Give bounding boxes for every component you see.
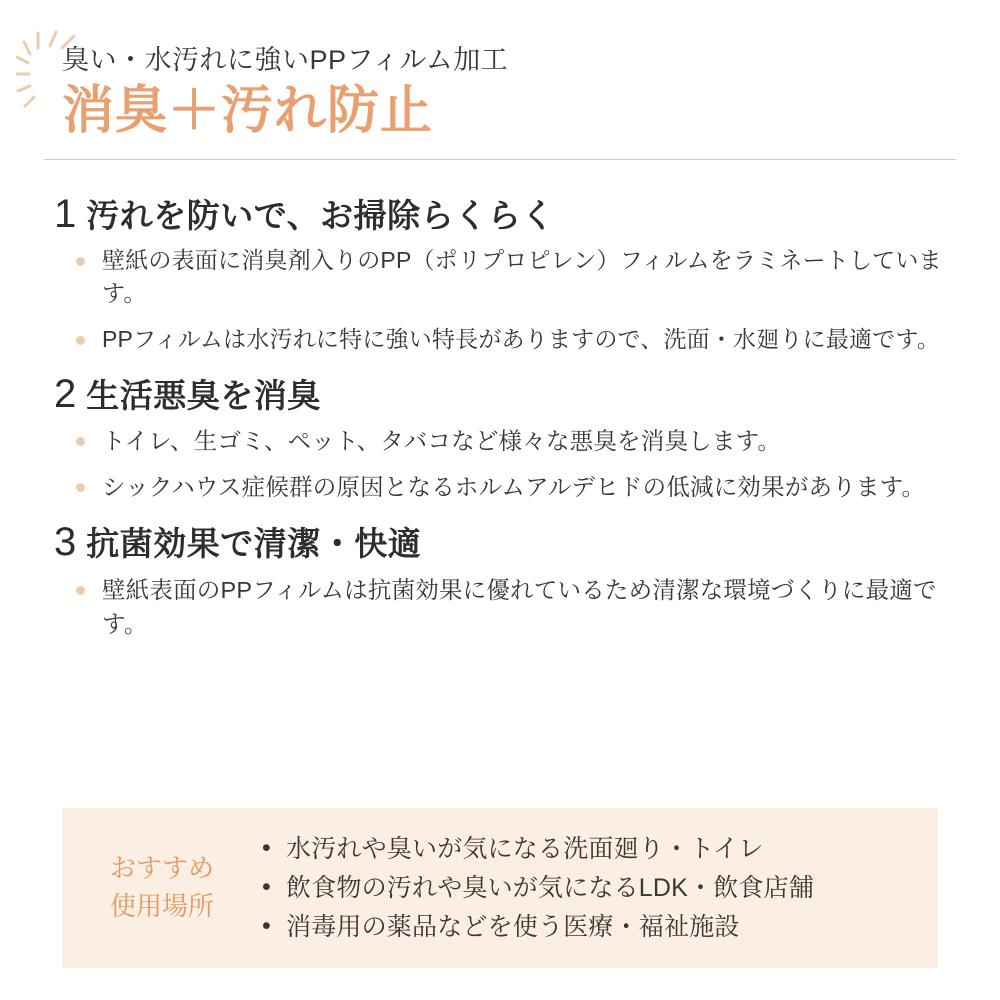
section-1-title: 汚れを防いで、お掃除らくらく xyxy=(86,196,555,234)
list-item: 壁紙表面のPPフィルムは抗菌効果に優れているため清潔な環境づくりに最適です。 xyxy=(72,573,956,641)
section-1 xyxy=(44,191,956,356)
recommended-use-label-line2: 使用場所 xyxy=(109,891,214,922)
section-2-heading xyxy=(54,371,956,416)
section-2-title: 生活悪臭を消臭 xyxy=(86,376,321,414)
list-item: • 水汚れや臭いが気になる洗面廻り・トイレ xyxy=(262,830,928,869)
section-1-heading xyxy=(54,191,956,236)
sections-container xyxy=(0,160,1000,641)
header xyxy=(0,0,1000,141)
section-1-bullets xyxy=(44,244,956,356)
eyebrow-text: 臭い・水汚れに強いPPフィルム加工 xyxy=(62,45,509,75)
list-item: 壁紙の表面に消臭剤入りのPP（ポリプロピレン）フィルムをラミネートしています。 xyxy=(72,244,956,311)
list-item: PPフィルムは水汚れに特に強い特長がありますので、洗面・水廻りに最適です。 xyxy=(72,323,956,356)
sunburst-icon xyxy=(16,30,78,122)
section-2 xyxy=(44,371,956,504)
recommended-use-box xyxy=(62,808,938,968)
list-item: • 消毒用の薬品などを使う医療・福祉施設 xyxy=(262,908,928,947)
list-item: • 飲食物の汚れや臭いが気になるLDK・飲食店舗 xyxy=(262,869,928,908)
recommended-use-label-line1: おすすめ xyxy=(109,853,215,884)
section-1-number: 1 xyxy=(54,191,77,236)
recommended-use-label xyxy=(62,850,262,925)
section-3-number: 3 xyxy=(54,520,77,565)
page-title: 消臭＋汚れ防止 xyxy=(62,82,434,141)
section-2-bullets xyxy=(44,424,956,504)
section-3-title: 抗菌効果で清潔・快適 xyxy=(86,525,422,563)
section-3 xyxy=(44,522,956,640)
section-3-heading xyxy=(54,520,956,565)
section-3-bullets xyxy=(44,573,956,641)
recommended-use-list xyxy=(262,830,928,946)
list-item: シックハウス症候群の原因となるホルムアルデヒドの低減に効果があります。 xyxy=(72,470,956,504)
list-item: トイレ、生ゴミ、ペット、タバコなど様々な悪臭を消臭します。 xyxy=(72,424,956,458)
section-2-number: 2 xyxy=(54,371,77,416)
